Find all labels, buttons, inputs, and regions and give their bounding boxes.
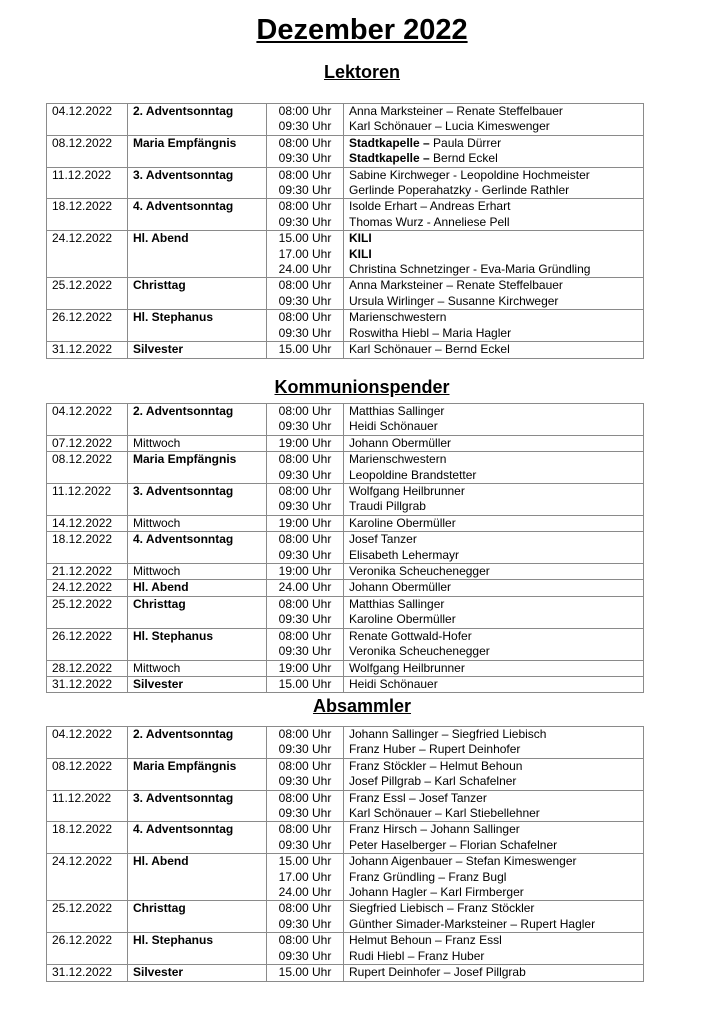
names-emphasis: Stadtkapelle – xyxy=(349,151,430,166)
time-cell xyxy=(267,660,344,676)
time-value: 08:00 Uhr xyxy=(278,758,332,773)
names-value: Rupert Deinhofer – Josef Pillgrab xyxy=(349,965,526,980)
names-value: Josef Pillgrab – Karl Schafelner xyxy=(349,774,517,789)
names-value: Peter Haselberger – Florian Schafelner xyxy=(349,837,558,852)
day-cell: Silvester xyxy=(128,342,267,358)
time-value: 08:00 Uhr xyxy=(278,822,332,837)
names-value: Matthias Sallinger xyxy=(349,596,445,611)
time-value: 09:30 Uhr xyxy=(278,948,332,963)
day-cell: Maria Empfängnis xyxy=(128,758,267,790)
time-value: 09:30 Uhr xyxy=(278,293,332,308)
time-cell xyxy=(267,167,344,199)
time-value: 09:30 Uhr xyxy=(278,806,332,821)
time-value: 08:00 Uhr xyxy=(278,790,332,805)
date-cell: 04.12.2022 xyxy=(47,727,128,759)
names-value: Renate Gottwald-Hofer xyxy=(349,628,472,643)
time-value: 15.00 Uhr xyxy=(278,676,332,691)
date-cell: 14.12.2022 xyxy=(47,515,128,531)
day-cell: Silvester xyxy=(128,676,267,692)
time-cell xyxy=(267,452,344,484)
names-cell xyxy=(344,628,644,660)
names-emphasis: KILI xyxy=(349,246,372,261)
time-value: 09:30 Uhr xyxy=(278,183,332,198)
table-row xyxy=(47,676,644,692)
names-cell xyxy=(344,484,644,516)
table-row xyxy=(47,104,644,136)
table-row xyxy=(47,965,644,981)
names-value: Veronika Scheuchenegger xyxy=(349,644,490,659)
time-value: 09:30 Uhr xyxy=(278,644,332,659)
table-row xyxy=(47,515,644,531)
table-row xyxy=(47,484,644,516)
day-cell: Mittwoch xyxy=(128,515,267,531)
table-row xyxy=(47,854,644,901)
names-cell xyxy=(344,515,644,531)
time-value: 08:00 Uhr xyxy=(278,532,332,547)
names-cell xyxy=(344,452,644,484)
names-value: Marienschwestern xyxy=(349,452,447,467)
time-value: 09:30 Uhr xyxy=(278,612,332,627)
table-row xyxy=(47,901,644,933)
time-cell xyxy=(267,310,344,342)
day-cell: Christtag xyxy=(128,901,267,933)
day-cell: Hl. Abend xyxy=(128,580,267,596)
names-cell xyxy=(344,727,644,759)
table-row xyxy=(47,199,644,231)
day-cell: 4. Adventsonntag xyxy=(128,822,267,854)
time-value: 24.00 Uhr xyxy=(278,885,332,900)
table-row xyxy=(47,758,644,790)
names-cell xyxy=(344,231,644,278)
names-value: Isolde Erhart – Andreas Erhart xyxy=(349,199,511,214)
names-value: Helmut Behoun – Franz Essl xyxy=(349,933,502,948)
time-value: 09:30 Uhr xyxy=(278,499,332,514)
date-cell: 25.12.2022 xyxy=(47,278,128,310)
table-row xyxy=(47,135,644,167)
names-value: Josef Tanzer xyxy=(349,532,417,547)
names-value: Veronika Scheuchenegger xyxy=(349,564,490,579)
day-cell: Maria Empfängnis xyxy=(128,452,267,484)
time-value: 08:00 Uhr xyxy=(278,199,332,214)
names-cell xyxy=(344,435,644,451)
names-value: Wolfgang Heilbrunner xyxy=(349,660,465,675)
names-cell xyxy=(344,790,644,822)
table-row xyxy=(47,822,644,854)
names-value: Heidi Schönauer xyxy=(349,676,438,691)
section-heading-kommunionspender: Kommunionspender xyxy=(274,377,450,397)
time-value: 15.00 Uhr xyxy=(278,342,332,357)
day-cell: 3. Adventsonntag xyxy=(128,167,267,199)
names-cell xyxy=(344,965,644,981)
time-value: 08:00 Uhr xyxy=(278,727,332,741)
names-cell xyxy=(344,278,644,310)
time-cell xyxy=(267,822,344,854)
time-value: 09:30 Uhr xyxy=(278,214,332,229)
names-cell xyxy=(344,199,644,231)
names-value: Marienschwestern xyxy=(349,310,447,325)
names-value: Franz Hirsch – Johann Sallinger xyxy=(349,822,520,837)
time-value: 09:30 Uhr xyxy=(278,151,332,166)
date-cell: 21.12.2022 xyxy=(47,564,128,580)
time-value: 08:00 Uhr xyxy=(278,167,332,182)
day-cell: Hl. Stephanus xyxy=(128,628,267,660)
table-row xyxy=(47,167,644,199)
time-cell xyxy=(267,199,344,231)
time-value: 09:30 Uhr xyxy=(278,774,332,789)
date-cell: 08.12.2022 xyxy=(47,452,128,484)
time-value: 08:00 Uhr xyxy=(278,404,332,418)
names-value: Franz Essl – Josef Tanzer xyxy=(349,790,487,805)
date-cell: 28.12.2022 xyxy=(47,660,128,676)
time-cell xyxy=(267,854,344,901)
time-cell xyxy=(267,435,344,451)
names-cell xyxy=(344,901,644,933)
names-value: Johann Obermüller xyxy=(349,580,452,595)
time-value: 08:00 Uhr xyxy=(278,104,332,118)
section-heading-absammler: Absammler xyxy=(312,696,412,716)
day-cell: Hl. Stephanus xyxy=(128,933,267,965)
date-cell: 31.12.2022 xyxy=(47,342,128,358)
names-value: Franz Huber – Rupert Deinhofer xyxy=(349,742,521,757)
time-cell xyxy=(267,104,344,136)
names-cell xyxy=(344,676,644,692)
time-value: 15.00 Uhr xyxy=(278,965,332,980)
time-cell xyxy=(267,564,344,580)
names-value: Matthias Sallinger xyxy=(349,404,445,418)
names-value xyxy=(349,231,638,246)
names-value: Johann Obermüller xyxy=(349,435,452,450)
table-row xyxy=(47,342,644,358)
names-cell xyxy=(344,822,644,854)
time-cell xyxy=(267,933,344,965)
day-cell: 2. Adventsonntag xyxy=(128,404,267,436)
names-value: Johann Hagler – Karl Firmberger xyxy=(349,885,524,900)
time-value: 17.00 Uhr xyxy=(278,246,332,261)
names-value: Heidi Schönauer xyxy=(349,419,438,434)
names-value: Günther Simader-Marksteiner – Rupert Hagler xyxy=(349,916,596,931)
time-value: 09:30 Uhr xyxy=(278,325,332,340)
time-value: 24.00 Uhr xyxy=(278,262,332,277)
names-cell xyxy=(344,564,644,580)
names-value: Stadtkapelle – Bernd Eckel xyxy=(349,151,498,166)
time-cell xyxy=(267,404,344,436)
date-cell: 11.12.2022 xyxy=(47,790,128,822)
names-cell xyxy=(344,310,644,342)
time-cell xyxy=(267,965,344,981)
time-value: 09:30 Uhr xyxy=(278,742,332,757)
table-row xyxy=(47,628,644,660)
date-cell: 08.12.2022 xyxy=(47,758,128,790)
time-cell xyxy=(267,901,344,933)
time-cell xyxy=(267,231,344,278)
table-row xyxy=(47,532,644,564)
table-row xyxy=(47,404,644,436)
date-cell: 26.12.2022 xyxy=(47,310,128,342)
time-cell xyxy=(267,727,344,759)
time-value: 19:00 Uhr xyxy=(278,515,332,530)
date-cell: 18.12.2022 xyxy=(47,822,128,854)
time-cell xyxy=(267,515,344,531)
table-row xyxy=(47,933,644,965)
names-cell xyxy=(344,135,644,167)
names-value: Rudi Hiebl – Franz Huber xyxy=(349,948,485,963)
time-cell xyxy=(267,342,344,358)
date-cell: 25.12.2022 xyxy=(47,901,128,933)
table-row xyxy=(47,564,644,580)
day-cell: 2. Adventsonntag xyxy=(128,727,267,759)
time-value: 09:30 Uhr xyxy=(278,837,332,852)
day-cell: Hl. Stephanus xyxy=(128,310,267,342)
names-cell xyxy=(344,104,644,136)
names-value: Siegfried Liebisch – Franz Stöckler xyxy=(349,901,535,916)
day-cell: Mittwoch xyxy=(128,435,267,451)
absammler-table xyxy=(46,726,644,982)
time-cell xyxy=(267,532,344,564)
time-value: 09:30 Uhr xyxy=(278,419,332,434)
date-cell: 25.12.2022 xyxy=(47,596,128,628)
names-emphasis: Stadtkapelle – xyxy=(349,135,430,150)
names-value: Anna Marksteiner – Renate Steffelbauer xyxy=(349,104,563,118)
date-cell: 04.12.2022 xyxy=(47,404,128,436)
time-value: 19:00 Uhr xyxy=(278,564,332,579)
day-cell: Mittwoch xyxy=(128,564,267,580)
date-cell: 18.12.2022 xyxy=(47,199,128,231)
date-cell: 31.12.2022 xyxy=(47,676,128,692)
day-cell: Mittwoch xyxy=(128,660,267,676)
time-value: 09:30 Uhr xyxy=(278,467,332,482)
day-cell: 4. Adventsonntag xyxy=(128,532,267,564)
names-value: Karl Schönauer – Lucia Kimeswenger xyxy=(349,119,550,134)
time-value: 08:00 Uhr xyxy=(278,628,332,643)
names-value: Traudi Pillgrab xyxy=(349,499,426,514)
time-value: 15.00 Uhr xyxy=(278,231,332,246)
names-value: Thomas Wurz - Anneliese Pell xyxy=(349,214,510,229)
names-value: Stadtkapelle – Paula Dürrer xyxy=(349,135,502,150)
names-value: Johann Sallinger – Siegfried Liebisch xyxy=(349,727,547,741)
day-cell: 4. Adventsonntag xyxy=(128,199,267,231)
names-value: Karoline Obermüller xyxy=(349,515,456,530)
kommunionspender-table xyxy=(46,403,644,693)
time-value: 19:00 Uhr xyxy=(278,435,332,450)
names-cell xyxy=(344,933,644,965)
time-cell xyxy=(267,790,344,822)
date-cell: 26.12.2022 xyxy=(47,628,128,660)
day-cell: Hl. Abend xyxy=(128,231,267,278)
page-title: Dezember 2022 xyxy=(256,14,468,46)
time-value: 24.00 Uhr xyxy=(278,580,332,595)
date-cell: 24.12.2022 xyxy=(47,580,128,596)
table-row xyxy=(47,435,644,451)
time-cell xyxy=(267,758,344,790)
time-value: 19:00 Uhr xyxy=(278,660,332,675)
table-row xyxy=(47,660,644,676)
date-cell: 11.12.2022 xyxy=(47,484,128,516)
names-value: Karl Schönauer – Bernd Eckel xyxy=(349,342,510,357)
names-cell xyxy=(344,167,644,199)
time-value: 08:00 Uhr xyxy=(278,596,332,611)
table-row xyxy=(47,790,644,822)
names-cell xyxy=(344,660,644,676)
day-cell: 2. Adventsonntag xyxy=(128,104,267,136)
time-value: 08:00 Uhr xyxy=(278,484,332,499)
time-cell xyxy=(267,628,344,660)
table-row xyxy=(47,231,644,278)
time-cell xyxy=(267,278,344,310)
time-value: 09:30 Uhr xyxy=(278,547,332,562)
names-value: Anna Marksteiner – Renate Steffelbauer xyxy=(349,278,563,293)
table-row xyxy=(47,727,644,759)
date-cell: 08.12.2022 xyxy=(47,135,128,167)
names-value: Franz Gründling – Franz Bugl xyxy=(349,869,507,884)
date-cell: 31.12.2022 xyxy=(47,965,128,981)
time-value: 17.00 Uhr xyxy=(278,869,332,884)
day-cell: 3. Adventsonntag xyxy=(128,484,267,516)
names-value: Wolfgang Heilbrunner xyxy=(349,484,465,499)
names-cell xyxy=(344,758,644,790)
time-value: 08:00 Uhr xyxy=(278,278,332,293)
day-cell: Maria Empfängnis xyxy=(128,135,267,167)
time-cell xyxy=(267,484,344,516)
names-value: Leopoldine Brandstetter xyxy=(349,467,477,482)
names-value: Roswitha Hiebl – Maria Hagler xyxy=(349,325,512,340)
names-value xyxy=(349,247,638,262)
names-cell xyxy=(344,404,644,436)
names-cell xyxy=(344,854,644,901)
day-cell: Christtag xyxy=(128,596,267,628)
table-row xyxy=(47,310,644,342)
date-cell: 04.12.2022 xyxy=(47,104,128,136)
names-cell xyxy=(344,580,644,596)
time-cell xyxy=(267,676,344,692)
time-value: 08:00 Uhr xyxy=(278,933,332,948)
time-cell xyxy=(267,580,344,596)
names-value: Sabine Kirchweger - Leopoldine Hochmeister xyxy=(349,167,590,182)
table-row xyxy=(47,278,644,310)
names-cell xyxy=(344,342,644,358)
day-cell: Hl. Abend xyxy=(128,854,267,901)
table-row xyxy=(47,452,644,484)
time-cell xyxy=(267,135,344,167)
time-cell xyxy=(267,596,344,628)
names-value: Ursula Wirlinger – Susanne Kirchweger xyxy=(349,293,559,308)
date-cell: 24.12.2022 xyxy=(47,231,128,278)
day-cell: 3. Adventsonntag xyxy=(128,790,267,822)
lektoren-table xyxy=(46,103,644,359)
names-value: Karoline Obermüller xyxy=(349,612,456,627)
time-value: 08:00 Uhr xyxy=(278,135,332,150)
day-cell: Silvester xyxy=(128,965,267,981)
time-value: 08:00 Uhr xyxy=(278,310,332,325)
time-value: 15.00 Uhr xyxy=(278,854,332,869)
time-value: 08:00 Uhr xyxy=(278,901,332,916)
names-cell xyxy=(344,532,644,564)
table-row xyxy=(47,580,644,596)
names-value: Gerlinde Poperahatzky - Gerlinde Rathler xyxy=(349,183,570,198)
date-cell: 24.12.2022 xyxy=(47,854,128,901)
time-value: 09:30 Uhr xyxy=(278,916,332,931)
date-cell: 26.12.2022 xyxy=(47,933,128,965)
names-value: Elisabeth Lehermayr xyxy=(349,547,460,562)
section-heading-lektoren: Lektoren xyxy=(323,62,401,82)
names-cell xyxy=(344,596,644,628)
names-value: Franz Stöckler – Helmut Behoun xyxy=(349,758,523,773)
day-cell: Christtag xyxy=(128,278,267,310)
time-value: 08:00 Uhr xyxy=(278,452,332,467)
date-cell: 11.12.2022 xyxy=(47,167,128,199)
names-value: Johann Aigenbauer – Stefan Kimeswenger xyxy=(349,854,577,869)
table-row xyxy=(47,596,644,628)
date-cell: 18.12.2022 xyxy=(47,532,128,564)
time-value: 09:30 Uhr xyxy=(278,119,332,134)
date-cell: 07.12.2022 xyxy=(47,435,128,451)
names-value: Karl Schönauer – Karl Stiebellehner xyxy=(349,806,540,821)
names-emphasis: KILI xyxy=(349,231,372,246)
names-value: Christina Schnetzinger - Eva-Maria Gründling xyxy=(349,262,591,277)
